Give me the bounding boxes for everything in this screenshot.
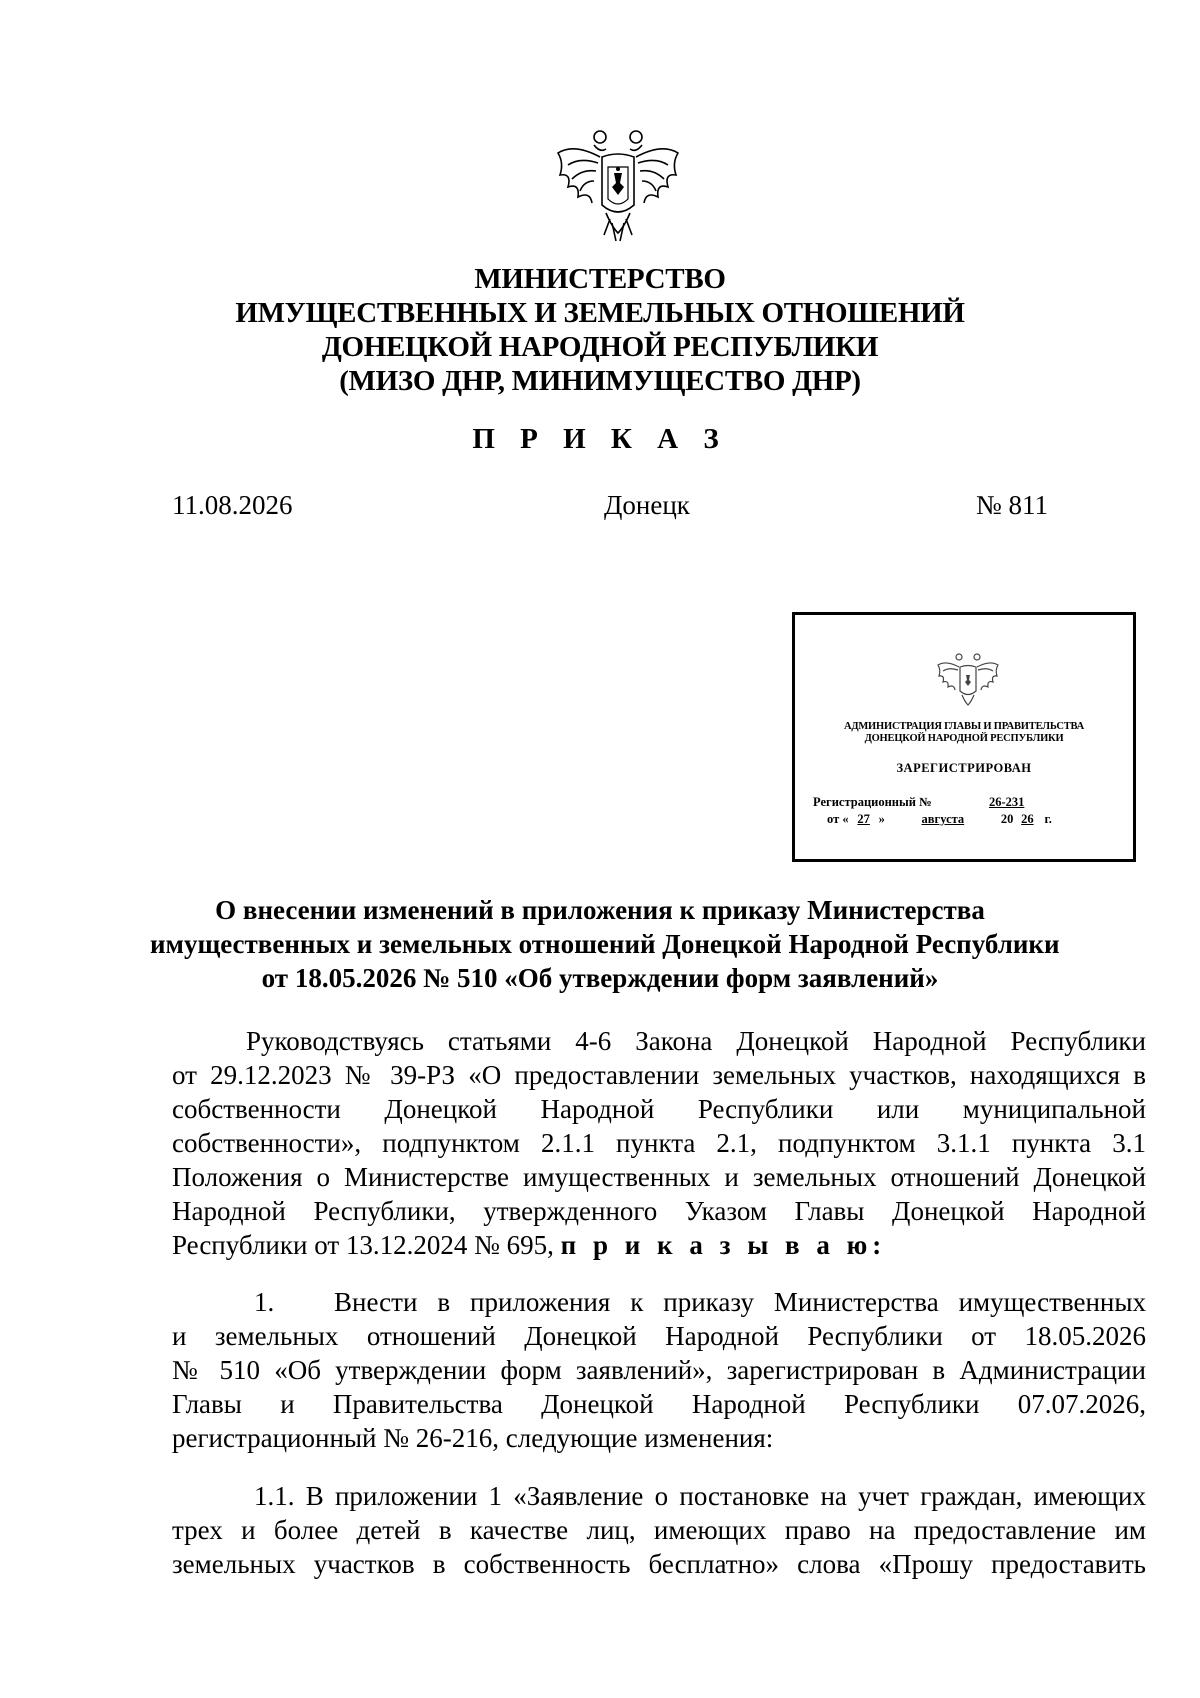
paragraph-item-1-1	[172, 1479, 1146, 1581]
stamp-day: 27	[857, 812, 870, 826]
stamp-reg-number-line	[813, 795, 1082, 810]
order-number: № 811	[976, 490, 1049, 520]
paragraph-line: 1. Внести в приложения к приказу Министерства имущественных	[254, 1287, 1146, 1317]
order-command: п р и к а з ы в а ю:	[560, 1230, 887, 1260]
ministry-line: (МИЗО ДНР, МИНИМУЩЕСТВО ДНР)	[339, 365, 861, 397]
paragraph-line: трех и более детей в качестве лиц, имеющих право на предоставление им	[172, 1515, 1146, 1545]
subject-line: О внесении изменений в приложения к приказу Министерства	[215, 895, 985, 925]
order-title: П Р И К А З	[472, 423, 728, 455]
paragraph-line: Положения о Министерстве имущественных и земельных отношений Донецкой	[172, 1162, 1146, 1192]
document-subject	[150, 893, 1060, 995]
order-city: Донецк	[604, 490, 690, 520]
paragraph-item-1	[172, 1285, 1146, 1455]
paragraph-line: от 29.12.2023 № 39-РЗ «О предоставлении земельных участков, находящихся в	[172, 1060, 1146, 1090]
paragraph-line: собственности», подпунктом 2.1.1 пункта 2.1, подпунктом 3.1.1 пункта 3.1	[172, 1128, 1146, 1158]
paragraph-line	[172, 1228, 1146, 1262]
dpr-coat-of-arms-icon	[936, 650, 1000, 714]
stamp-authority-line: АДМИНИСТРАЦИЯ ГЛАВЫ И ПРАВИТЕЛЬСТВА	[843, 721, 1085, 732]
stamp-reg-number: 26-231	[988, 795, 1025, 809]
subject-line: имущественных и земельных отношений Донецкой Народной Республики	[150, 929, 1060, 959]
stamp-day-close: »	[878, 812, 885, 826]
paragraph-line: Народной Республики, утвержденного Указом Главы Донецкой Народной	[172, 1196, 1146, 1226]
ministry-line: ДОНЕЦКОЙ НАРОДНОЙ РЕСПУБЛИКИ	[321, 331, 879, 363]
stamp-date-prefix: от «	[827, 812, 849, 826]
stamp-date-line	[827, 812, 1052, 827]
stamp-reg-label: Регистрационный №	[813, 795, 932, 809]
dpr-coat-of-arms-icon	[554, 123, 682, 251]
paragraph-line: и земельных отношений Донецкой Народной Республики от 18.05.2026	[172, 1321, 1146, 1351]
stamp-registered-label: ЗАРЕГИСТРИРОВАН	[896, 761, 1032, 775]
stamp-authority-line: ДОНЕЦКОЙ НАРОДНОЙ РЕСПУБЛИКИ	[864, 733, 1064, 744]
stamp-year: 26	[1021, 812, 1034, 826]
paragraph-line-text: Республики от 13.12.2024 № 695,	[172, 1230, 554, 1260]
registration-stamp	[792, 612, 1136, 862]
paragraph-line: собственности Донецкой Народной Республики или муниципальной	[172, 1094, 1146, 1124]
ministry-name	[170, 262, 1030, 398]
stamp-year-prefix: 20	[1000, 812, 1014, 826]
ministry-line: МИНИСТЕРСТВО	[474, 263, 726, 295]
order-date: 11.08.2026	[172, 490, 293, 520]
stamp-month: августа	[921, 812, 965, 826]
paragraph-line: Руководствуясь статьями 4-6 Закона Донецкой Народной Республики	[246, 1026, 1146, 1056]
paragraph-line: № 510 «Об утверждении форм заявлений», зарегистрирован в Администрации	[172, 1355, 1146, 1385]
paragraph-line: регистрационный № 26-216, следующие изменения:	[172, 1423, 774, 1453]
stamp-authority	[795, 721, 1133, 745]
paragraph-preamble	[172, 1024, 1146, 1262]
subject-line: от 18.05.2026 № 510 «Об утверждении форм заявлений»	[261, 963, 939, 993]
ministry-line: ИМУЩЕСТВЕННЫХ И ЗЕМЕЛЬНЫХ ОТНОШЕНИЙ	[235, 297, 965, 329]
paragraph-line: 1.1. В приложении 1 «Заявление о постановке на учет граждан, имеющих	[254, 1481, 1146, 1511]
paragraph-line: земельных участков в собственность бесплатно» слова «Прошу предоставить	[172, 1549, 1146, 1579]
paragraph-line: Главы и Правительства Донецкой Народной Республики 07.07.2026,	[172, 1389, 1146, 1419]
stamp-year-suffix: г.	[1044, 812, 1052, 826]
